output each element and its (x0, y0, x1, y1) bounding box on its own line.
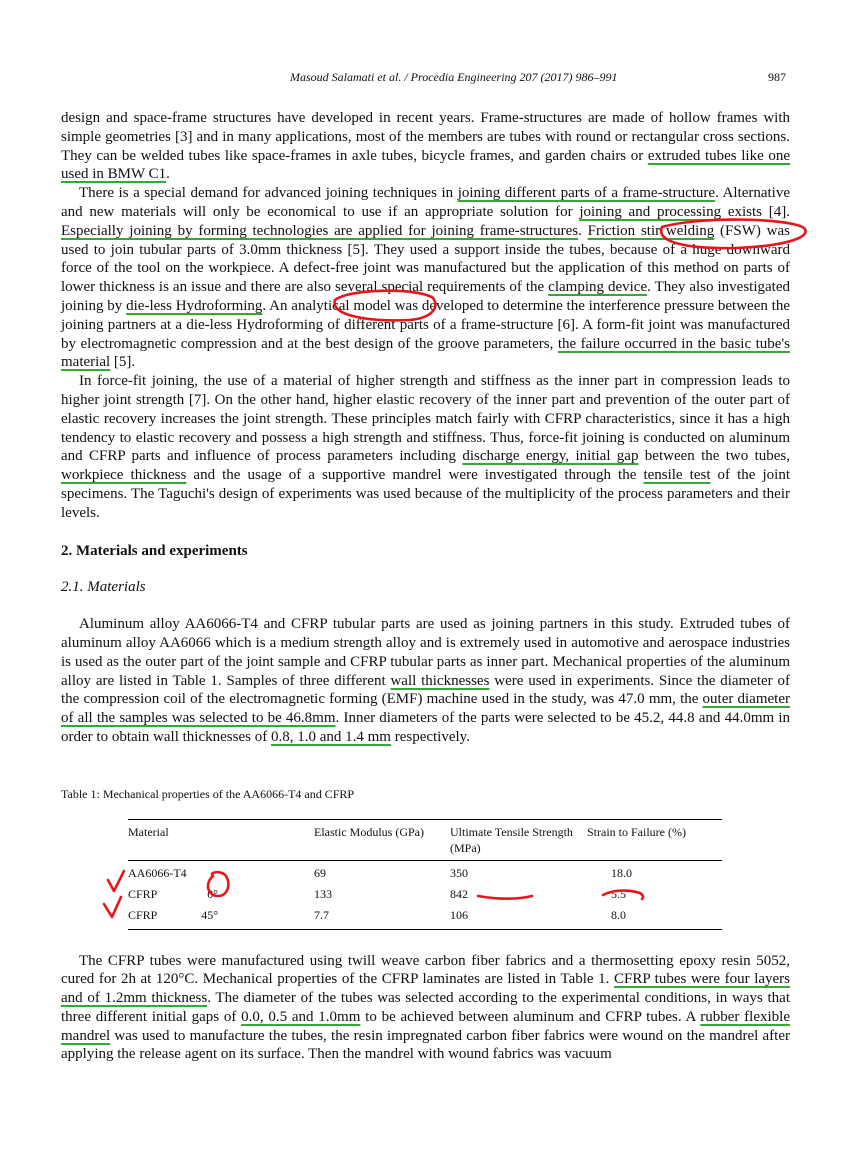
header-strength: Ultimate Tensile Strength (MPa) (450, 819, 587, 860)
page-number: 987 (768, 70, 786, 84)
highlighted-phrase: clamping device (548, 279, 648, 296)
text-run: and the usage of a supportive mandrel were investigated through the (186, 467, 644, 484)
fiber-angle: 0° (207, 886, 218, 901)
text-run: In force-fit joining, the use of a material of higher strength and stiffness as the inner part in compression leads to higher joint strength [7]. On the other hand, higher elastic recovery of the inner part and prevention of the outer part of elastic recovery increases the joint strength. These principles match fairly with CFRP characteristics, since it has a high tendency to elastic recovery and possess a high strength and stiffness. Thus, force-fit joining is conducted on aluminum and CFRP parts and influence of process parameters including (61, 373, 790, 465)
modulus-cell: 7.7 (314, 905, 450, 930)
material-cell (128, 860, 314, 884)
text-run: . (166, 166, 170, 183)
highlighted-phrase: discharge energy, initial gap (462, 448, 639, 465)
text-run: to be achieved between aluminum and CFRP tubes. A (360, 1008, 701, 1025)
highlighted-phrase: joining and processing (579, 203, 722, 220)
modulus-cell: 69 (314, 865, 326, 880)
highlighted-phrase: extruded tubes like one used in BMW C1 (61, 147, 790, 183)
header-modulus: Elastic Modulus (GPa) (314, 819, 450, 860)
highlighted-phrase: die-less Hydroforming (126, 297, 263, 314)
text-run: respectively. (390, 728, 470, 745)
mechanical-properties-table (128, 819, 722, 930)
header-citation: Masoud Salamati et al. / Procedia Engineering 207 (2017) 986–991 (290, 70, 618, 84)
text-run: [5]. (110, 354, 136, 371)
text-run: were used in experiments. Since the diameter of the compression coil of the electromagnetic forming (EMF) machine used in the study, was 47.0 mm, the (61, 672, 790, 708)
subsection-heading: 2.1. Materials (61, 579, 146, 596)
table-caption: Table 1: Mechanical properties of the AA6066-T4 and CFRP (61, 786, 355, 801)
paragraph-5 (61, 952, 790, 1065)
material-name: AA6066-T4 (128, 865, 187, 880)
paragraph-3 (61, 372, 790, 522)
text-run: Aluminum alloy AA6066-T4 and CFRP tubular parts are used as joining partners in this study. Extruded tubes of aluminum alloy AA6066 which is a medium strength alloy and is extremely used in automotive and aerospace industries is used as the outer part of the joint sample and CFRP tubular parts as inner part. Mechanical properties of the aluminum alloy are listed in Table 1. Samples of three different (61, 616, 790, 689)
material-cell (128, 905, 314, 930)
text-run: design and space-frame structures have developed in recent years. Frame-structures are made of hollow frames with simple geometries [3] and in many applications, most of the members are tubes with round or rectangular cross sections. They can be welded tubes like space-frames in axle tubes, bicycle frames, and garden chairs or (61, 110, 790, 164)
text-run: . The diameter of the tubes was selected according to the experimental conditions, in ways that three different initial gaps of (61, 990, 790, 1025)
highlighted-phrase: joining different parts of a frame-structure (457, 185, 716, 202)
running-header (0, 70, 846, 88)
highlighted-phrase: Especially joining by forming technologies are applied for joining frame-structures (61, 222, 579, 239)
strain-cell: 5.5 (611, 886, 626, 901)
text-run: of the joint specimens. The Taguchi's design of experiments was used because of the multiplicity of the process parameters and their levels. (61, 467, 790, 521)
highlighted-phrase: wall thicknesses (390, 672, 490, 689)
highlighted-phrase: the failure occurred in the basic tube's material (61, 335, 790, 371)
table-header-row (128, 819, 722, 860)
text-run: . An analytical model was developed to determine the interference pressure between the joining partners at a die-less Hydroforming of different parts of a frame-structure [6]. A form-fit joint was manufactured by electromagnetic compression and at the best design of the groove parameters, (61, 297, 790, 352)
highlighted-phrase: workpiece thickness (61, 467, 187, 484)
table-row (128, 860, 722, 884)
text-run: (FSW) was used to join tubular parts of 3.0mm thickness [5]. They used a support inside the tubes, because of a huge downward force of the tool on the workpiece. A defect-free joint was manufactured but the application of this method on parts of lower thickness is an issue and there are also several special requirements of the (61, 222, 790, 296)
highlighted-phrase: 0.0, 0.5 and 1.0mm (241, 1008, 361, 1025)
text-run: between the two tubes, (638, 448, 790, 465)
text-run: . (578, 222, 588, 239)
section-heading: 2. Materials and experiments (61, 542, 248, 559)
paragraph-2 (61, 184, 790, 372)
fiber-angle: 45° (201, 907, 218, 922)
modulus-cell: 133 (314, 886, 332, 901)
highlighted-phrase: outer diameter of all the samples was selected to be 46.8mm (61, 691, 790, 727)
paragraph-4 (61, 615, 790, 747)
strength-cell: 842 (450, 886, 468, 901)
header-strain: Strain to Failure (%) (587, 819, 722, 860)
highlighted-phrase: tensile test (643, 467, 711, 484)
strain-cell: 8.0 (587, 905, 722, 930)
page-body (61, 109, 790, 1064)
highlighted-phrase: rubber flexible mandrel (61, 1008, 790, 1044)
strength-cell: 106 (450, 905, 587, 930)
text-run: . Alternative and new materials will only be economical to use if an appropriate solution for (61, 185, 791, 220)
text-run: There is a special demand for advanced joining techniques in (79, 185, 458, 202)
text-run: . They also investigated joining by (61, 279, 790, 314)
highlighted-phrase: CFRP tubes were four layers and of 1.2mm thickness (61, 971, 791, 1007)
material-cell (128, 884, 314, 905)
text-run: . Inner diameters of the parts were selected to be 45.2, 44.8 and 44.0mm in order to obtain wall thicknesses of (61, 710, 790, 745)
text-run: was used to manufacture the tubes, the resin impregnated carbon fiber fabrics were wound on the mandrel after applying the release agent on its surface. Then the mandrel with wound fabrics was vacuum (61, 1027, 790, 1063)
highlighted-phrase: Friction stir welding (587, 222, 715, 239)
paragraph-1 (61, 109, 790, 184)
material-name: CFRP (128, 886, 158, 901)
table-row (128, 884, 722, 905)
text-run: The CFRP tubes were manufactured using twill weave carbon fiber fabrics and a thermosetting epoxy resin 5052, cured for 2h at 120°C. Mechanical properties of the CFRP laminates are listed in Table 1. (61, 952, 790, 988)
text-run: exists [4]. (721, 203, 790, 220)
header-material: Material (128, 819, 314, 860)
table-row (128, 905, 722, 930)
material-name: CFRP (128, 907, 158, 922)
strain-cell: 18.0 (611, 865, 632, 880)
strength-cell: 350 (450, 865, 468, 880)
highlighted-phrase: 0.8, 1.0 and 1.4 mm (270, 728, 391, 745)
